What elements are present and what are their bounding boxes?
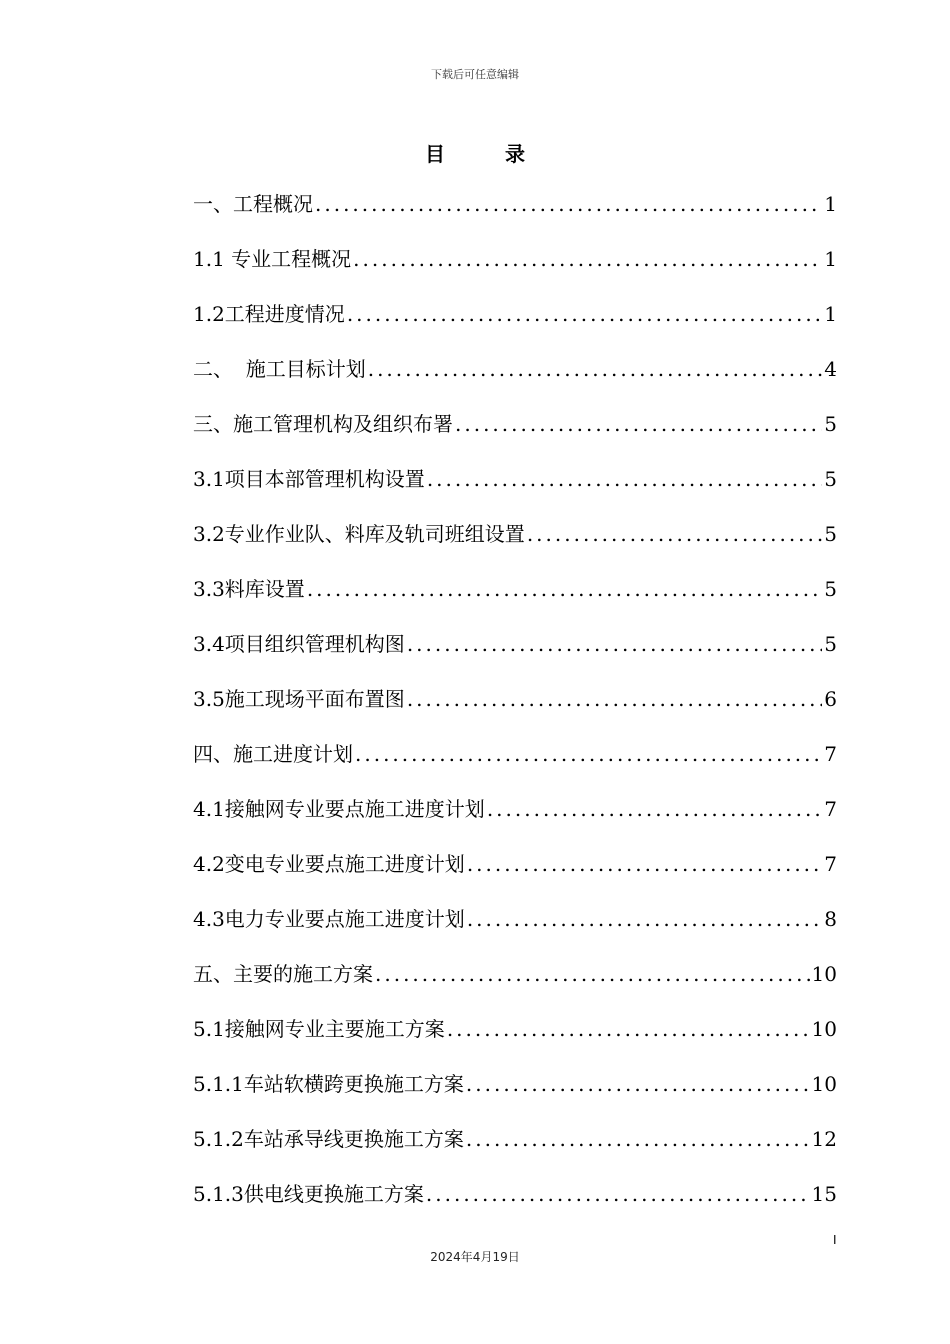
toc-dot-leader [315, 186, 822, 222]
toc-entry-label: 5.1接触网专业主要施工方案 [193, 1017, 445, 1041]
toc-entry[interactable] [193, 791, 837, 846]
toc-dot-leader [368, 351, 823, 387]
header-note: 下载后可任意编辑 [431, 68, 519, 81]
toc-dot-leader [487, 791, 822, 827]
toc-entry[interactable] [193, 956, 837, 1011]
toc-entry[interactable] [193, 571, 837, 626]
toc-dot-leader [447, 1011, 810, 1047]
toc-dot-leader [467, 901, 822, 937]
toc-entry-page: 1 [824, 192, 837, 216]
toc-entry[interactable] [193, 351, 837, 406]
toc-entry-page: 12 [811, 1127, 837, 1151]
toc-entry-page: 1 [824, 302, 837, 326]
toc-entry-label: 3.4项目组织管理机构图 [193, 632, 405, 656]
toc-entry-page: 10 [811, 1072, 837, 1096]
toc-entry-label: 5.1.2车站承导线更换施工方案 [193, 1127, 464, 1151]
toc-entry-page: 5 [824, 412, 837, 436]
page-number-mark: I [833, 1233, 837, 1247]
toc-entry-label: 一、工程概况 [193, 192, 313, 216]
toc-title: 目录 [425, 142, 585, 166]
toc-entry-label: 3.3料库设置 [193, 577, 305, 601]
toc-entry[interactable] [193, 1121, 837, 1176]
toc-dot-leader [466, 1066, 810, 1102]
toc-entry-page: 5 [824, 577, 837, 601]
toc-entry-label: 二、 施工目标计划 [193, 357, 366, 381]
toc-entry[interactable] [193, 1176, 837, 1231]
toc-entry[interactable] [193, 626, 837, 681]
toc-entry[interactable] [193, 406, 837, 461]
toc-dot-leader [467, 846, 822, 882]
toc-entry[interactable] [193, 846, 837, 901]
toc-dot-leader [466, 1121, 810, 1157]
toc-entry[interactable] [193, 736, 837, 791]
toc-entry-page: 7 [824, 852, 837, 876]
toc-dot-leader [307, 571, 822, 607]
toc-dot-leader [355, 736, 822, 772]
table-of-contents [193, 186, 837, 1231]
toc-entry-page: 6 [824, 687, 837, 711]
toc-entry-page: 10 [811, 1017, 837, 1041]
toc-dot-leader [347, 296, 822, 332]
toc-dot-leader [407, 626, 822, 662]
toc-entry-label: 3.2专业作业队、料库及轨司班组设置 [193, 522, 525, 546]
toc-entry-page: 7 [824, 742, 837, 766]
toc-entry-label: 1.1 专业工程概况 [193, 247, 352, 271]
toc-entry-label: 三、施工管理机构及组织布署 [193, 412, 453, 436]
toc-entry-page: 5 [824, 467, 837, 491]
toc-entry[interactable] [193, 516, 837, 571]
toc-entry-page: 15 [811, 1182, 837, 1206]
toc-entry-label: 4.2变电专业要点施工进度计划 [193, 852, 465, 876]
toc-entry-label: 4.1接触网专业要点施工进度计划 [193, 797, 485, 821]
toc-dot-leader [407, 681, 822, 717]
toc-entry-page: 1 [824, 247, 837, 271]
toc-entry[interactable] [193, 241, 837, 296]
toc-dot-leader [353, 241, 822, 277]
toc-entry[interactable] [193, 1066, 837, 1121]
toc-entry-label: 四、施工进度计划 [193, 742, 353, 766]
toc-entry[interactable] [193, 1011, 837, 1066]
toc-entry-label: 4.3电力专业要点施工进度计划 [193, 907, 465, 931]
toc-entry-page: 8 [824, 907, 837, 931]
footer-date: 2024年4月19日 [430, 1250, 520, 1264]
toc-entry-page: 10 [811, 962, 837, 986]
toc-entry-page: 7 [824, 797, 837, 821]
toc-entry-label: 3.1项目本部管理机构设置 [193, 467, 425, 491]
toc-entry[interactable] [193, 901, 837, 956]
toc-entry-page: 5 [824, 632, 837, 656]
toc-dot-leader [455, 406, 822, 442]
toc-dot-leader [427, 461, 822, 497]
toc-entry[interactable] [193, 461, 837, 516]
toc-dot-leader [527, 516, 822, 552]
toc-entry-label: 3.5施工现场平面布置图 [193, 687, 405, 711]
toc-entry-label: 1.2工程进度情况 [193, 302, 345, 326]
toc-dot-leader [426, 1176, 810, 1212]
toc-entry[interactable] [193, 296, 837, 351]
toc-dot-leader [375, 956, 810, 992]
toc-entry-page: 5 [824, 522, 837, 546]
toc-entry-page: 4 [824, 357, 837, 381]
toc-entry-label: 5.1.3供电线更换施工方案 [193, 1182, 424, 1206]
toc-entry[interactable] [193, 681, 837, 736]
toc-entry-label: 五、主要的施工方案 [193, 962, 373, 986]
toc-entry-label: 5.1.1车站软横跨更换施工方案 [193, 1072, 464, 1096]
toc-entry[interactable] [193, 186, 837, 241]
